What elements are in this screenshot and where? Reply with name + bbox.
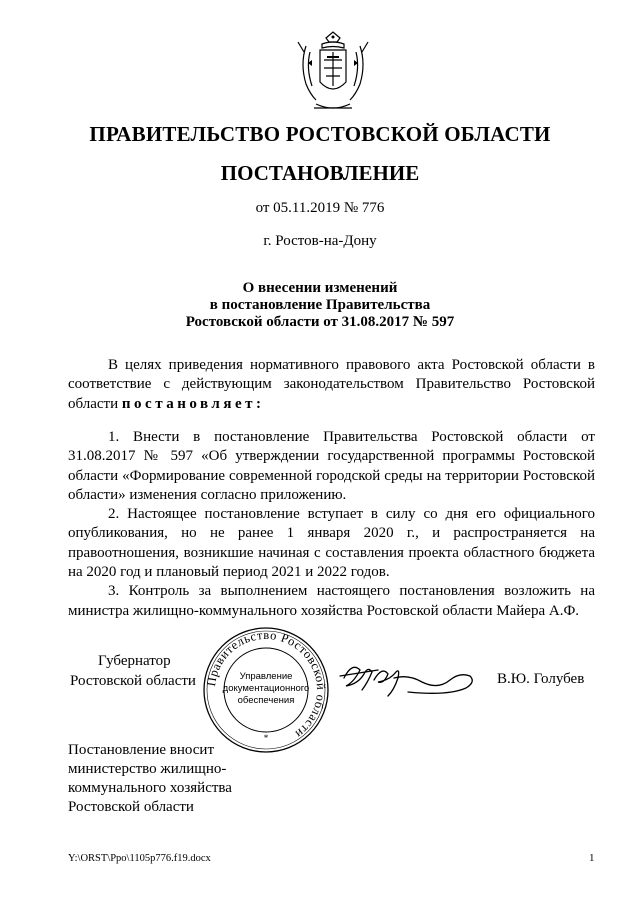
stamp-star-icon: * <box>263 733 269 743</box>
signatory-title-line: Ростовской области <box>70 672 196 689</box>
signatory-title-line: Губернатор <box>98 653 171 669</box>
document-city: г. Ростов-на-Дону <box>263 233 377 249</box>
decree-keyword: постановляет: <box>121 395 265 412</box>
document-date-number: от 05.11.2019 № 776 <box>255 200 385 216</box>
contributor-line: министерство жилищно- <box>68 761 227 777</box>
stamp-center-line: документационного <box>222 683 310 694</box>
preamble-text: В целях приведения нормативного правового акта Ростовской области в соответствие с действующим законодательством Правительство Ростовской области <box>68 357 595 412</box>
decree-item-1: 1. Внести в постановление Правительства Ростовской области от 31.08.2017 № 597 «Об утверждении государственной программы Ростовской области «Формирование современной городской среды на территории Ростовской области» изменения согласно приложению. <box>68 429 595 503</box>
signatory-title <box>70 652 196 691</box>
subject-line: О внесении изменений <box>242 280 398 296</box>
signatory-name: В.Ю. Голубев <box>497 671 585 687</box>
subject-line: в постановление Правительства <box>209 297 431 313</box>
stamp-ring-text: Правительство Ростовской области <box>204 627 329 742</box>
preamble-paragraph <box>68 356 595 414</box>
contributor-line: Постановление вносит <box>68 742 215 758</box>
footer-file-path: Y:\ORST\Ppo\1105p776.f19.docx <box>68 853 211 864</box>
document-subject <box>0 280 640 331</box>
official-stamp <box>201 625 331 755</box>
government-title: ПРАВИТЕЛЬСТВО РОСТОВСКОЙ ОБЛАСТИ <box>89 122 551 146</box>
decree-item-3: 3. Контроль за выполнением настоящего постановления возложить на министра жилищно-коммунального хозяйства Ростовской области Майера А.Ф. <box>68 583 595 619</box>
contributor-line: Ростовской области <box>68 799 194 815</box>
decree-item-2: 2. Настоящее постановление вступает в силу со дня его официального опубликования, но не ранее 1 января 2020 г., и распространяется на правоотношения, возникшие начиная с составления проекта областного бюджета на 2020 год и плановый период 2021 и 2022 годов. <box>68 506 595 581</box>
handwritten-signature <box>338 656 478 706</box>
document-type: ПОСТАНОВЛЕНИЕ <box>220 161 420 185</box>
contributor-line: коммунального хозяйства <box>68 780 232 796</box>
stamp-center-line: обеспечения <box>237 695 295 706</box>
stamp-center-line: Управление <box>239 671 293 682</box>
coat-of-arms-icon <box>296 30 370 116</box>
contributor-note <box>68 741 288 817</box>
decree-items <box>68 428 595 621</box>
page-number: 1 <box>589 852 595 864</box>
subject-line: Ростовской области от 31.08.2017 № 597 <box>185 314 455 330</box>
